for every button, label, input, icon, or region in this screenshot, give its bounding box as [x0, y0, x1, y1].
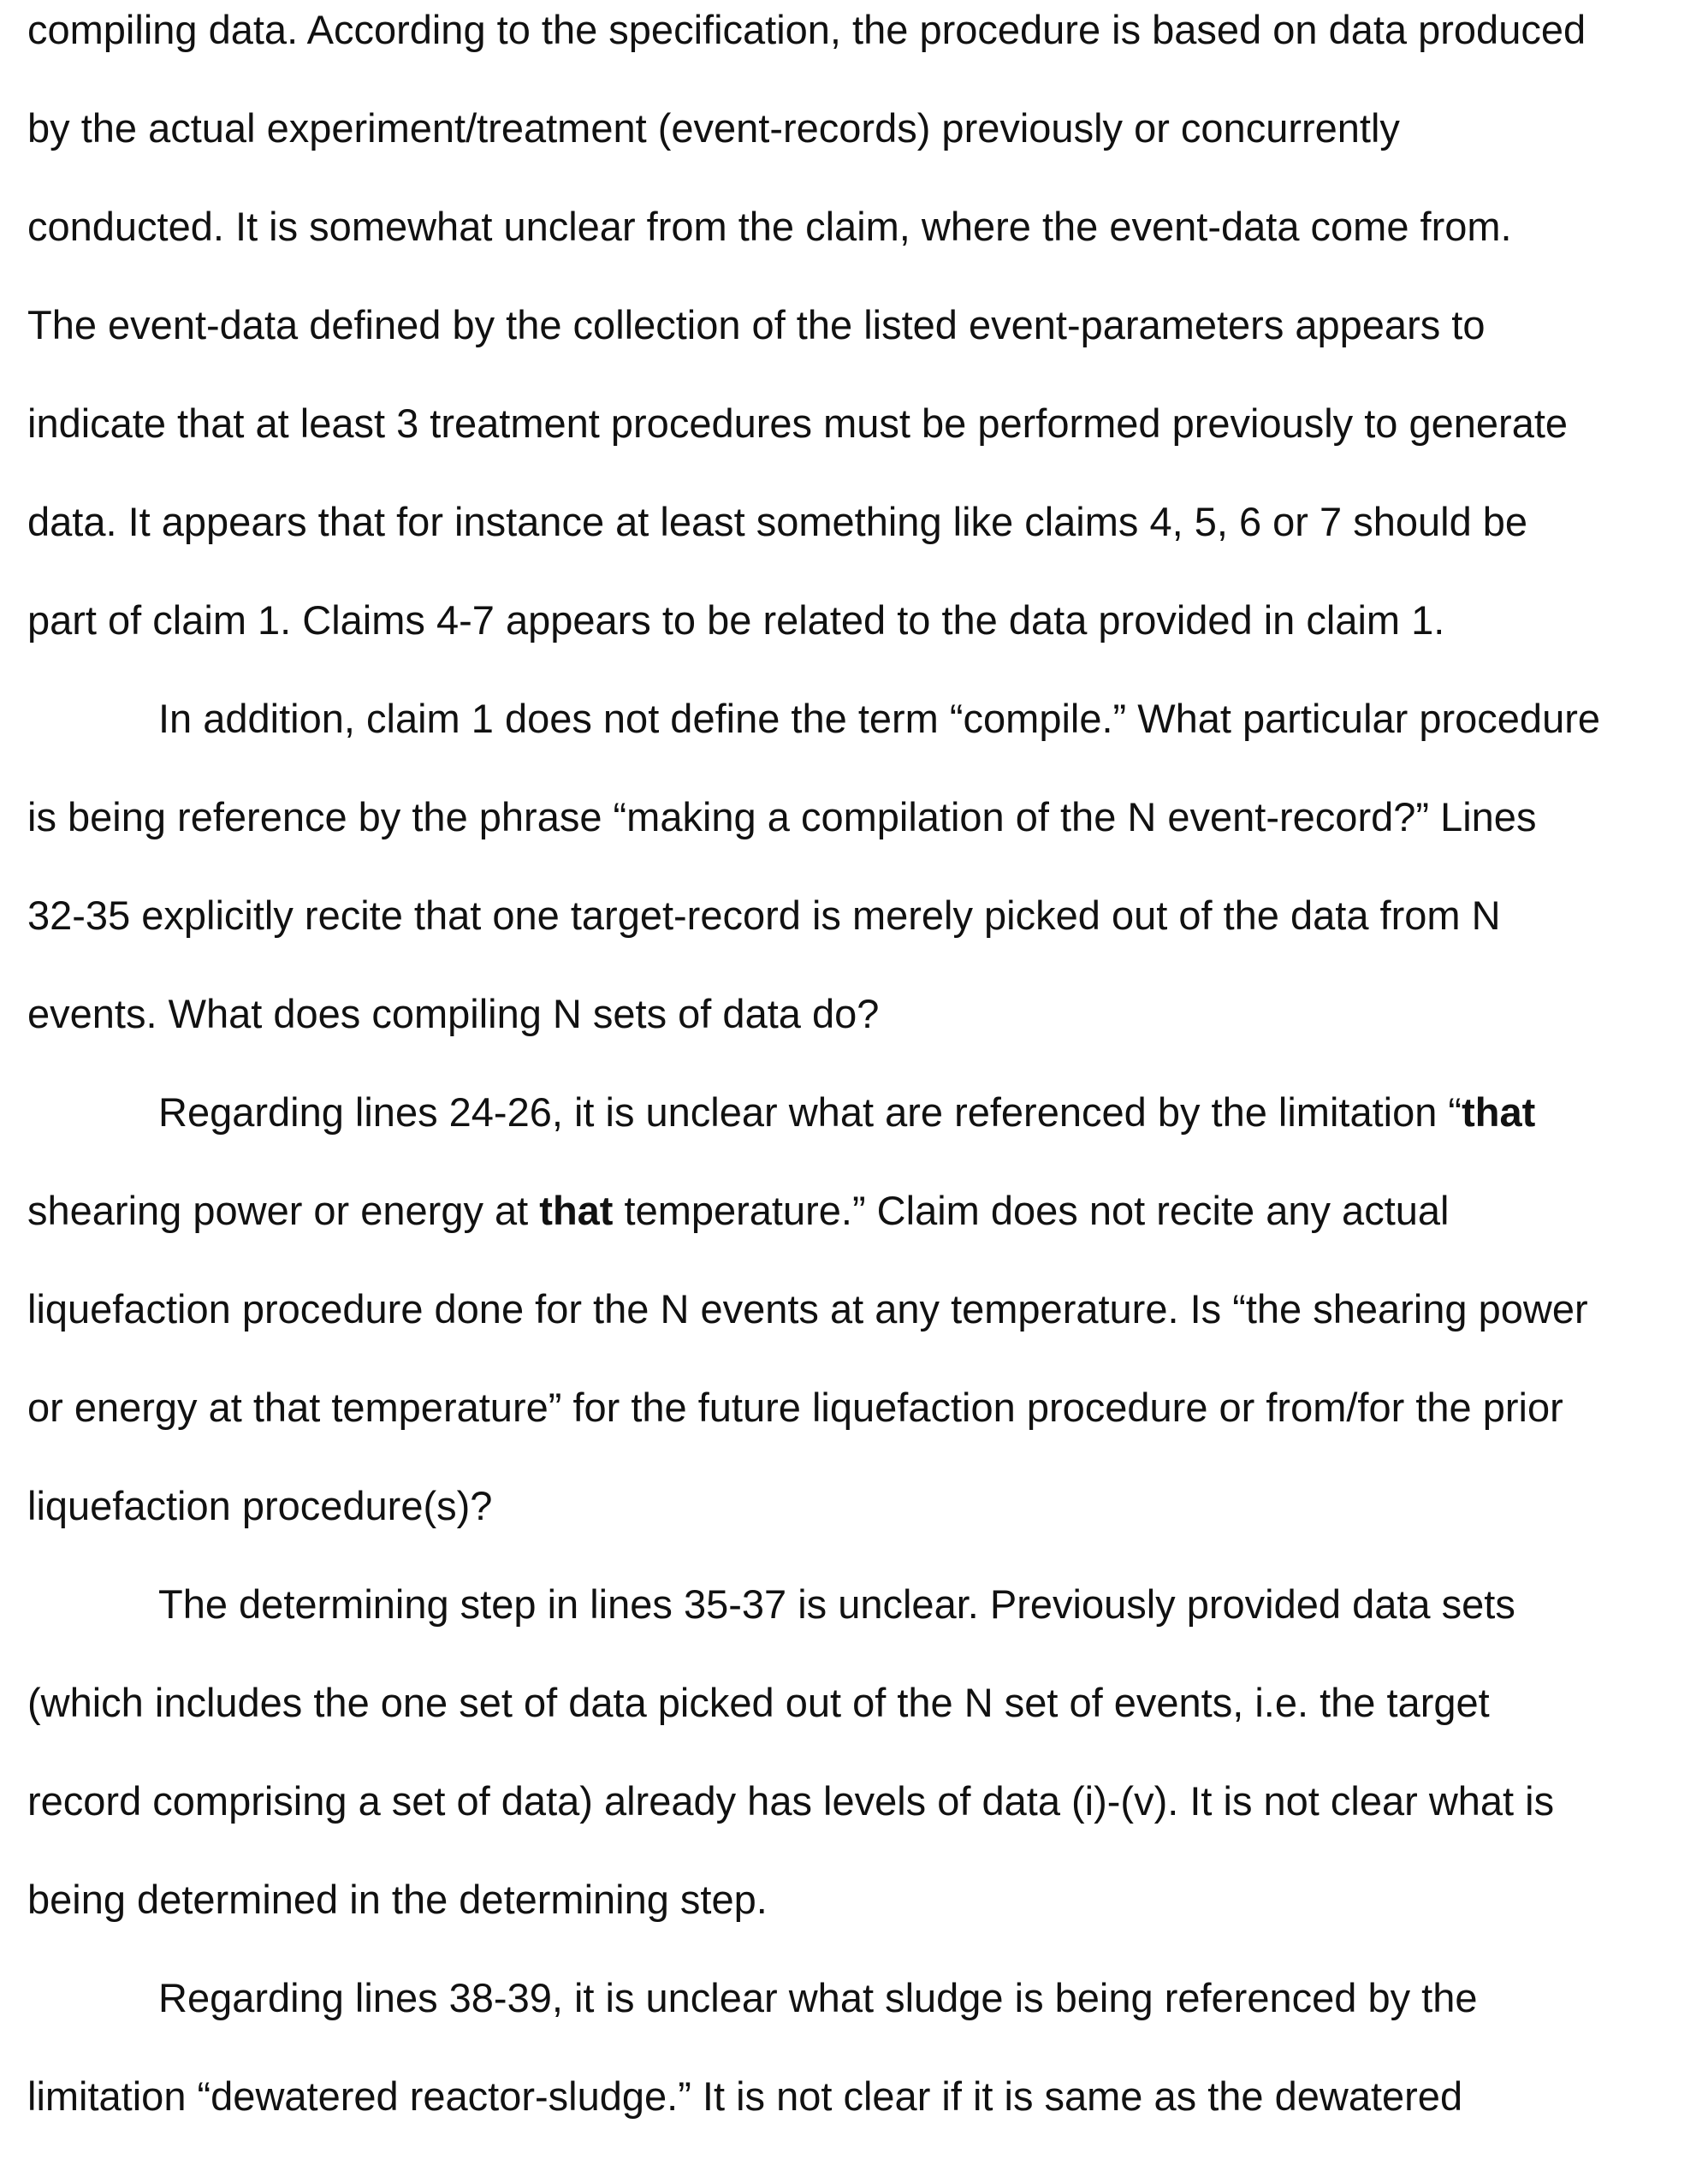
- text-line-20: being determined in the determining step.: [27, 1877, 768, 1922]
- text-line-9: is being reference by the phrase “making a compilation of the N event-record?” Lines: [27, 794, 1537, 839]
- text-segment: temperature.” Claim does not recite any actual: [613, 1188, 1450, 1233]
- bold-text: that: [539, 1188, 614, 1233]
- text-line-4: The event-data defined by the collection of the listed event-parameters appears to: [27, 302, 1486, 347]
- text-line-11: events. What does compiling N sets of data do?: [27, 991, 880, 1036]
- bold-text: that: [1462, 1089, 1536, 1135]
- paragraph-start-lines-38-39: Regarding lines 38-39, it is unclear what sludge is being referenced by the: [158, 1975, 1478, 2020]
- text-line-19: record comprising a set of data) already has levels of data (i)-(v). It is not clear what is: [27, 1778, 1555, 1824]
- text-segment: Regarding lines 24-26, it is unclear what are referenced by the limitation “: [158, 1089, 1462, 1135]
- text-line-5: indicate that at least 3 treatment procedures must be performed previously to generate: [27, 400, 1569, 446]
- text-line-3: conducted. It is somewhat unclear from the claim, where the event-data come from.: [27, 204, 1512, 249]
- text-line-13: [27, 1185, 1449, 1237]
- paragraph-start-determining-step: The determining step in lines 35-37 is unclear. Previously provided data sets: [158, 1581, 1515, 1627]
- text-line-7: part of claim 1. Claims 4-7 appears to be related to the data provided in claim 1.: [27, 597, 1445, 643]
- text-line-22: limitation “dewatered reactor-sludge.” It is not clear if it is same as the dewatered: [27, 2073, 1463, 2119]
- text-line-16: liquefaction procedure(s)?: [27, 1483, 493, 1528]
- text-line-10: 32-35 explicitly recite that one target-record is merely picked out of the data from N: [27, 893, 1501, 938]
- text-segment: shearing power or energy at: [27, 1188, 540, 1233]
- paragraph-start-compile: In addition, claim 1 does not define the term “compile.” What particular procedure: [158, 696, 1601, 741]
- text-line-18: (which includes the one set of data picked out of the N set of events, i.e. the target: [27, 1680, 1490, 1725]
- text-line-14: liquefaction procedure done for the N events at any temperature. Is “the shearing power: [27, 1286, 1588, 1332]
- paragraph-start-lines-24-26: [158, 1087, 1535, 1138]
- text-line-15: or energy at that temperature” for the future liquefaction procedure or from/for the prior: [27, 1385, 1563, 1430]
- text-line-1: compiling data. According to the specification, the procedure is based on data produced: [27, 7, 1586, 52]
- text-line-6: data. It appears that for instance at least something like claims 4, 5, 6 or 7 should be: [27, 499, 1528, 544]
- text-line-2: by the actual experiment/treatment (event-records) previously or concurrently: [27, 105, 1400, 151]
